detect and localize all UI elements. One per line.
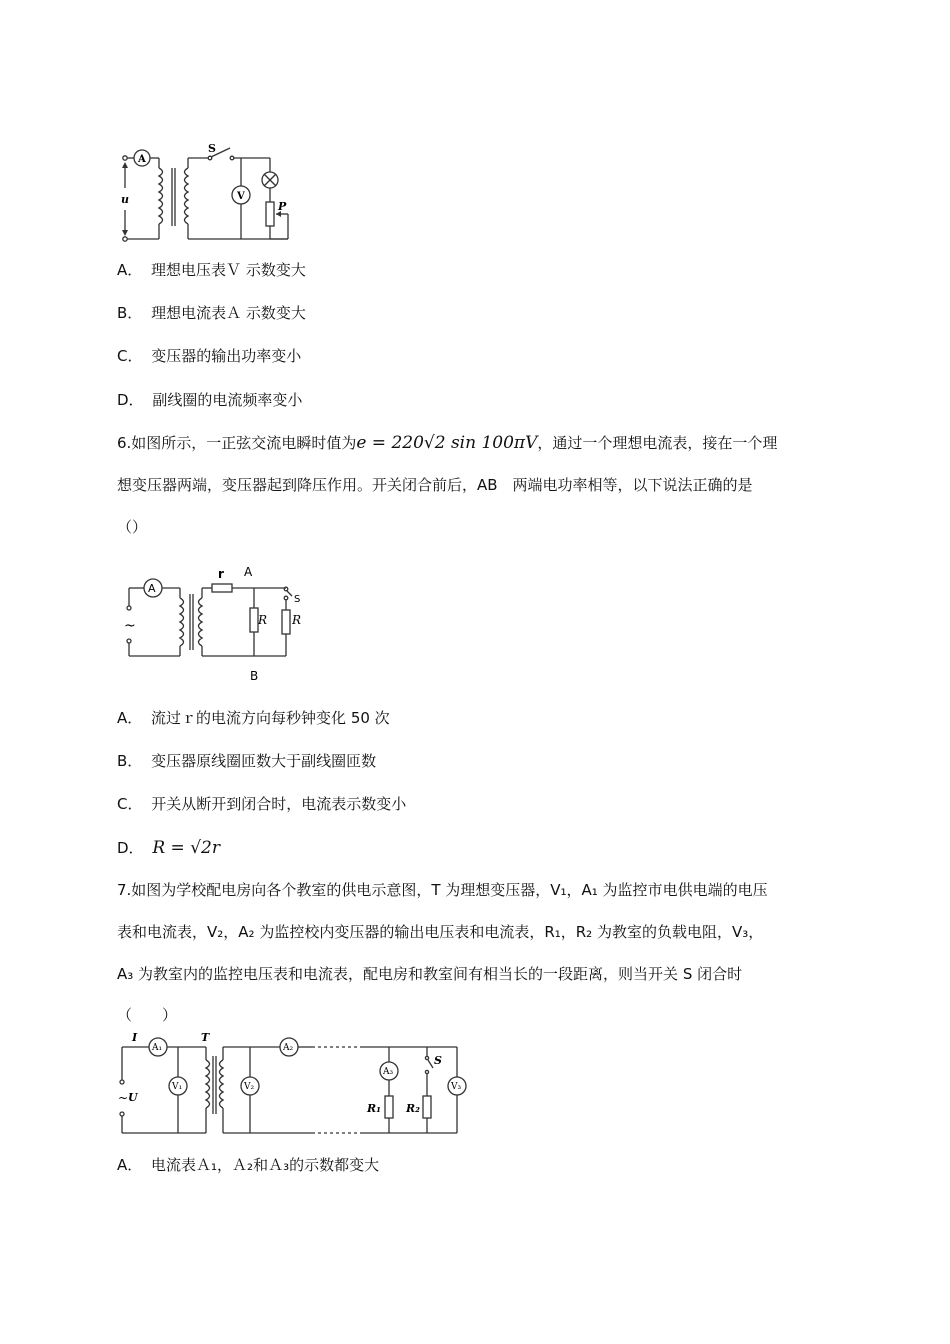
q7-a1-label: A₁ [152,1043,163,1053]
q5-option-d-text: 副线圈的电流频率变小 [152,391,303,409]
q5-option-b-text: 理想电流表Ａ 示数变大 [151,304,306,322]
q6-option-d-text: R = √2r [152,838,220,858]
q6-option-a-letter: A． [117,709,143,727]
q5-option-b-letter: B． [117,304,143,322]
q5-option-a-text: 理想电压表Ｖ 示数变大 [151,261,306,279]
q5-switch-label: S [208,142,216,155]
q7-stem-line1: 7.如图为学校配电房向各个教室的供电示意图，T 为理想变压器，V₁，A₁ 为监控市电供电端的电压 [117,881,768,899]
q5-circuit-diagram [112,140,327,250]
q6-stem-formula: e = 220√2 sin 100πV [356,433,538,453]
q6-b-node-label: B [250,669,259,683]
q6-circuit-diagram [112,558,312,686]
q5-option-c [117,346,301,366]
q6-option-a [117,708,390,728]
q6-stem-post: ，通过一个理想电流表，接在一个理 [537,434,778,452]
q6-option-d-letter: D． [117,839,144,857]
q5-option-a [117,260,306,280]
q7-stem-line2: 表和电流表，V₂，A₂ 为监控校内变压器的输出电压表和电流表，R₁，R₂ 为教室的负载电阻，V₃， [117,923,764,941]
q6-circuit-figure [112,558,312,686]
q7-a3-label: A₃ [383,1067,394,1077]
q7-r2-label: R₂ [406,1102,420,1115]
q6-ac-source-label: ~ [124,618,136,634]
q6-stem-line3: （） [117,518,148,536]
q5-voltmeter-label: V [237,191,245,202]
q7-v2-label: V₂ [244,1082,255,1092]
q6-switch-label: S [294,594,301,605]
q6-option-c-text: 开关从断开到闭合时，电流表示数变小 [151,795,407,813]
q6-ammeter-label: A [148,582,156,595]
q7-circuit-figure [112,1030,482,1140]
q5-option-c-text: 变压器的输出功率变小 [151,347,302,365]
q5-option-c-letter: C． [117,347,143,365]
q7-option-a-letter: A． [117,1156,143,1174]
q7-ac-symbol: ~ [118,1091,129,1105]
q7-stem-line4: （ ） [117,1006,178,1024]
q6-stem-line2: 想变压器两端，变压器起到降压作用。开关闭合前后，AB 两端电功率相等，以下说法正确的是 [117,476,753,494]
q6-option-d [117,838,220,858]
q6-option-b-letter: B． [117,752,143,770]
q5-option-b [117,303,306,323]
q7-circuit-diagram [112,1030,482,1140]
q5-u-label: u [121,193,129,206]
q5-ammeter-label: A [138,154,146,165]
q6-option-a-text: 流过ｒ的电流方向每秒钟变化 50 次 [151,709,390,727]
q5-option-d [117,390,302,410]
q6-stem-pre: 6.如图所示，一正弦交流电瞬时值为 [117,434,357,452]
q7-u-label: U [128,1091,138,1104]
q6-r-label: r [218,567,224,581]
q7-r1-label: R₁ [367,1102,381,1115]
q5-rheostat-label: P [278,200,287,213]
q5-circuit-figure [112,140,327,250]
q7-t-label: T [201,1031,210,1044]
q5-option-d-letter: D． [117,391,144,409]
q7-option-a [117,1155,379,1175]
q7-i-label: I [132,1031,138,1044]
q7-switch-label: S [434,1054,442,1067]
q6-r1-label: R [258,613,268,627]
q7-stem-line3: A₃ 为教室内的监控电压表和电流表，配电房和教室间有相当长的一段距离，则当开关 S 闭合时 [117,965,743,983]
q7-a2-label: A₂ [283,1043,294,1053]
q7-option-a-text: 电流表Ａ₁，Ａ₂和Ａ₃的示数都变大 [151,1156,380,1174]
q6-option-c-letter: C． [117,795,143,813]
q6-option-b-text: 变压器原线圈匝数大于副线圈匝数 [151,752,377,770]
q5-option-a-letter: A． [117,261,143,279]
q6-option-b [117,751,376,771]
q7-v1-label: V₁ [172,1082,183,1092]
q6-option-c [117,794,406,814]
q7-v3-label: V₃ [451,1082,462,1092]
q6-a-node-label: A [244,565,253,579]
q6-r2-label: R [292,613,302,627]
q6-stem-line1 [117,433,777,453]
